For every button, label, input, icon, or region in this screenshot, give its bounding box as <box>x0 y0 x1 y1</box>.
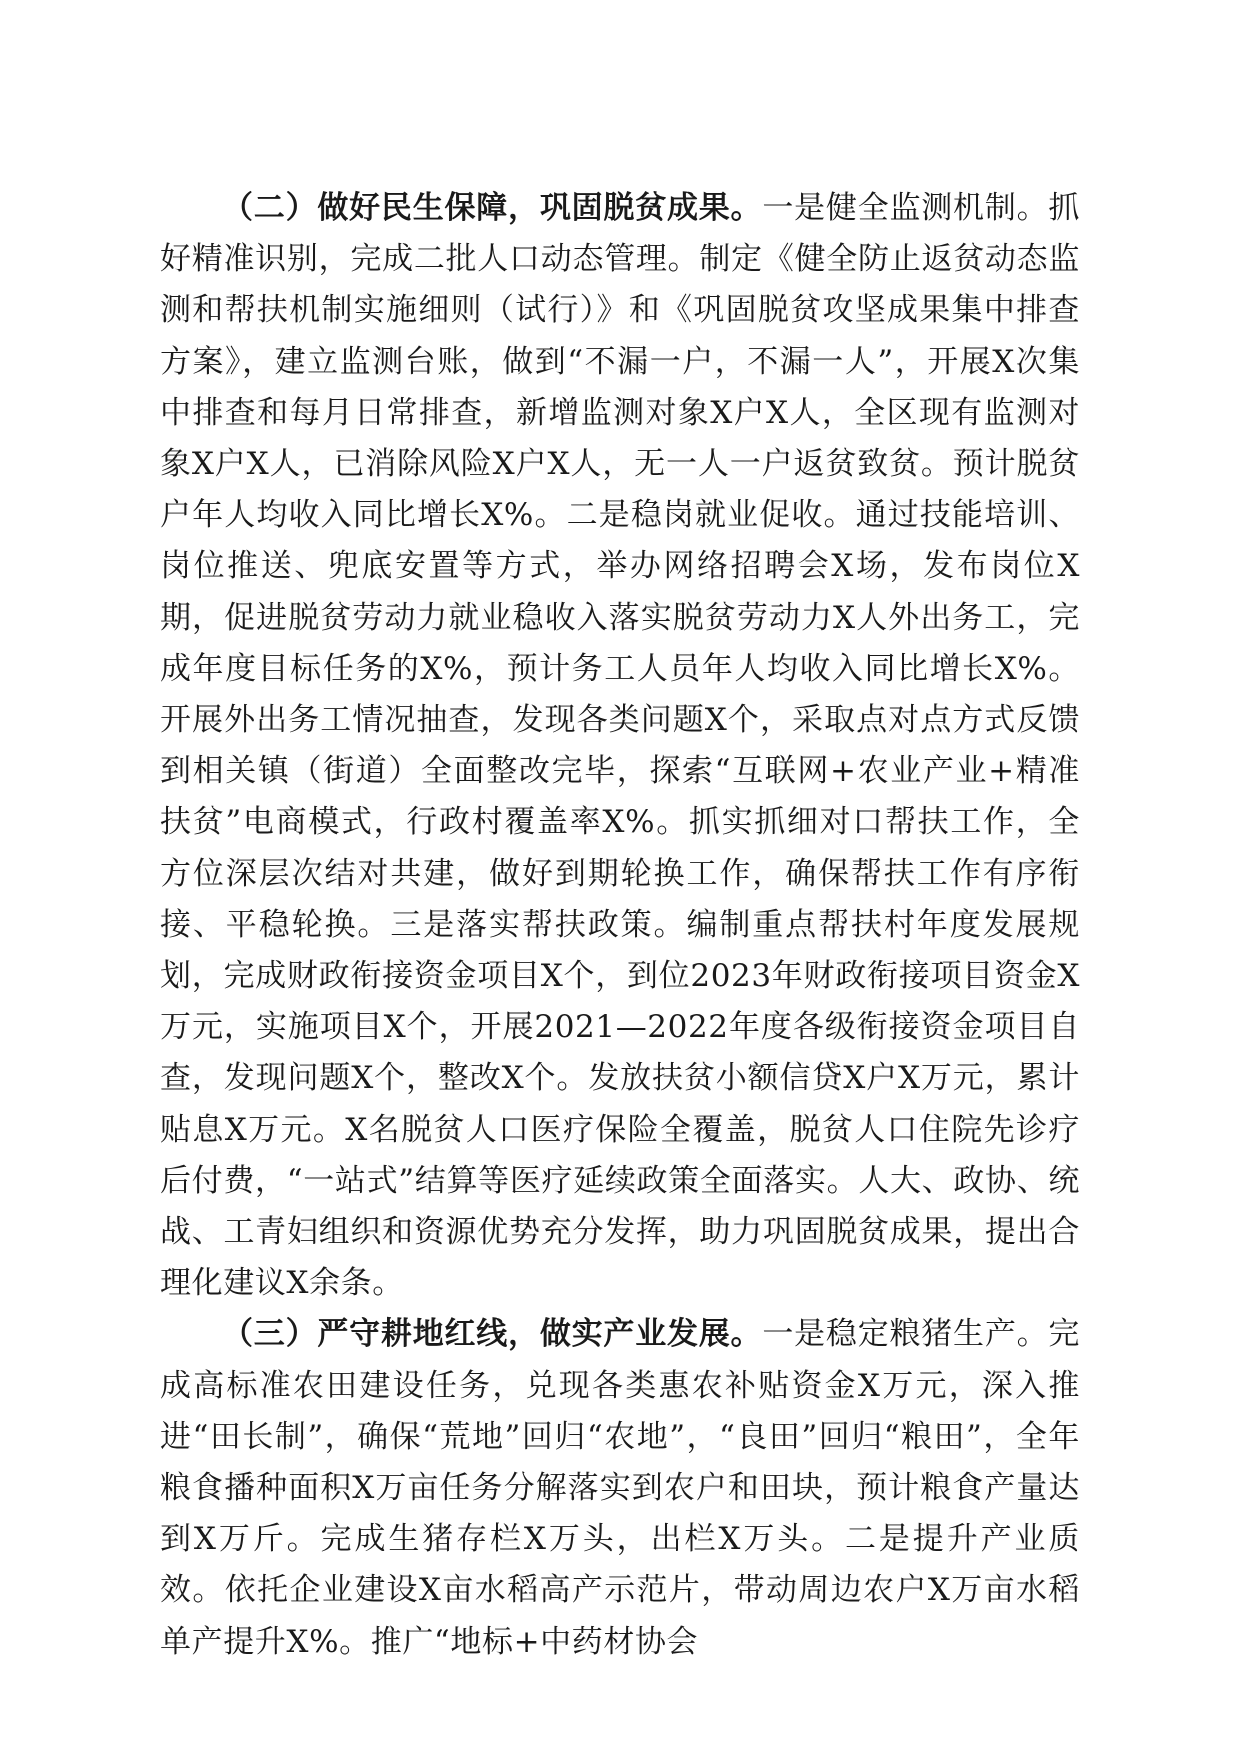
paragraph-farmland <box>160 1309 1080 1667</box>
section-heading: （二）做好民生保障，巩固脱贫成果。 <box>222 190 763 226</box>
paragraph-text: 一是健全监测机制。抓好精准识别，完成二批人口动态管理。制定《健全防止返贫动态监测和帮扶机制实施细则（试行）》和《巩固脱贫攻坚成果集中排查方案》，建立监测台账，做到“不漏一户，不漏一人”，开展X次集中排查和每月日常排查，新增监测对象X户X人，全区现有监测对象X户X人，已消除风险X户X人，无一人一户返贫致贫。预计脱贫户年人均收入同比增长X%。二是稳岗就业促收。通过技能培训、岗位推送、兜底安置等方式，举办网络招聘会X场，发布岗位X期，促进脱贫劳动力就业稳收入落实脱贫劳动力X人外出务工，完成年度目标任务的X%，预计务工人员年人均收入同比增长X%。开展外出务工情况抽查，发现各类问题X个，采取点对点方式反馈到相关镇（街道）全面整改完毕，探索“互联网+农业产业+精准扶贫”电商模式，行政村覆盖率X%。抓实抓细对口帮扶工作，全方位深层次结对共建，做好到期轮换工作，确保帮扶工作有序衔接、平稳轮换。三是落实帮扶政策。编制重点帮扶村年度发展规划，完成财政衔接资金项目X个，到位2023年财政衔接项目资金X万元，实施项目X个，开展2021—2022年度各级衔接资金项目自查，发现问题X个，整改X个。发放扶贫小额信贷X户X万元，累计贴息X万元。X名脱贫人口医疗保险全覆盖，脱贫人口住院先诊疗后付费，“一站式”结算等医疗延续政策全面落实。人大、政协、统战、工青妇组织和资源优势充分发挥，助力巩固脱贫成果，提出合理化建议X余条。 <box>160 190 1081 1302</box>
paragraph-text: 一是稳定粮猪生产。完成高标准农田建设任务，兑现各类惠农补贴资金X万元，深入推进“田长制”，确保“荒地”回归“农地”，“良田”回归“粮田”，全年粮食播种面积X万亩任务分解落实到农户和田块，预计粮食产量达到X万斤。完成生猪存栏X万头，出栏X万头。二是提升产业质效。依托企业建设X亩水稻高产示范片，带动周边农户X万亩水稻单产提升X%。推广“地标+中药材协会 <box>160 1316 1081 1660</box>
document-body <box>160 183 1080 1668</box>
section-heading: （三）严守耕地红线，做实产业发展。 <box>222 1316 763 1353</box>
paragraph-livelihood <box>160 183 1080 1309</box>
